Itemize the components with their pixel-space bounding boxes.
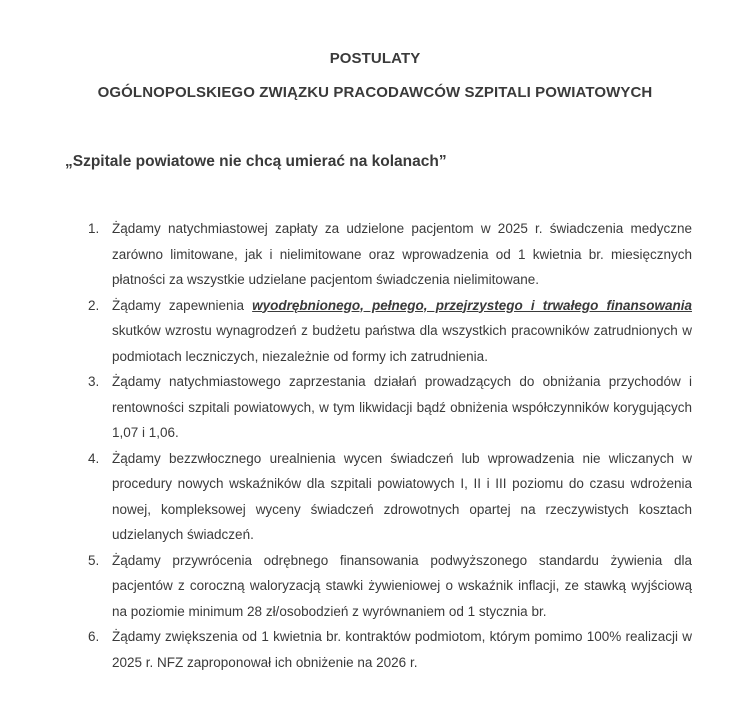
list-item-number: 4. [88, 450, 100, 466]
list-item [88, 293, 692, 370]
list-item-text: Żądamy bezzwłocznego urealnienia wycen świadczeń lub wprowadzenia nie wliczanych w procedury nowych wskaźników dla szpitali powiatowych I, II i III poziomu do czasu wdrożenia nowej, kompleksowej wyceny świadczeń zdrowotnych opartej na rzeczywistych kosztach udzielanych świadczeń. [112, 450, 692, 542]
list-item [88, 369, 692, 446]
list-item-text: Żądamy przywrócenia odrębnego finansowania podwyższonego standardu żywienia dla pacjentów z coroczną waloryzacją stawki żywieniowej o wskaźnik inflacji, ze stawką wyjściową na poziomie minimum 28 zł/osobodzień z wyrównaniem od 1 stycznia br. [112, 552, 692, 619]
document-title: POSTULATY [329, 50, 421, 67]
list-item-text: Żądamy natychmiastowej zapłaty za udzielone pacjentom w 2025 r. świadczenia medyczne zarówno limitowane, jak i nielimitowane oraz wprowadzenia od 1 kwietnia br. miesięcznych płatności za wszystkie udzielane pacjentom świadczenia nielimitowane. [112, 221, 692, 287]
list-item-text: Żądamy zwiększenia od 1 kwietnia br. kontraktów podmiotom, którym pomimo 100% realizacji w 2025 r. NFZ zaproponował ich obniżenie na 2026 r. [112, 629, 692, 670]
list-item-number: 1. [88, 221, 100, 236]
list-item-text [112, 293, 692, 370]
document-subtitle-quote: „Szpitale powiatowe nie chcą umierać na kolanach” [65, 153, 447, 170]
demands-list [88, 216, 692, 675]
list-item-number: 6. [88, 629, 100, 644]
list-item-text-after: skutków wzrostu wynagrodzeń z budżetu państwa dla wszystkich pracowników zatrudnionych w podmiotach leczniczych, niezależnie od formy ich zatrudnienia. [112, 323, 692, 364]
list-item-text: Żądamy natychmiastowego zaprzestania działań prowadzących do obniżania przychodów i rentowności szpitali powiatowych, w tym likwidacji bądź obniżenia współczynników korygujących 1,07 i 1,06. [112, 374, 692, 440]
list-item-number: 2. [88, 297, 100, 313]
list-item-number: 5. [88, 552, 100, 568]
list-item-number: 3. [88, 374, 100, 389]
list-item-emphasized-phrase: wyodrębnionego, pełnego, przejrzystego i trwałego finansowania [252, 297, 692, 313]
list-item [88, 624, 692, 675]
list-item-text-before: Żądamy zapewnienia [112, 297, 253, 313]
document-title-organization: OGÓLNOPOLSKIEGO ZWIĄZKU PRACODAWCÓW SZPITALI POWIATOWYCH [97, 84, 653, 101]
list-item [88, 446, 692, 548]
list-item [88, 216, 692, 293]
list-item [88, 548, 692, 625]
